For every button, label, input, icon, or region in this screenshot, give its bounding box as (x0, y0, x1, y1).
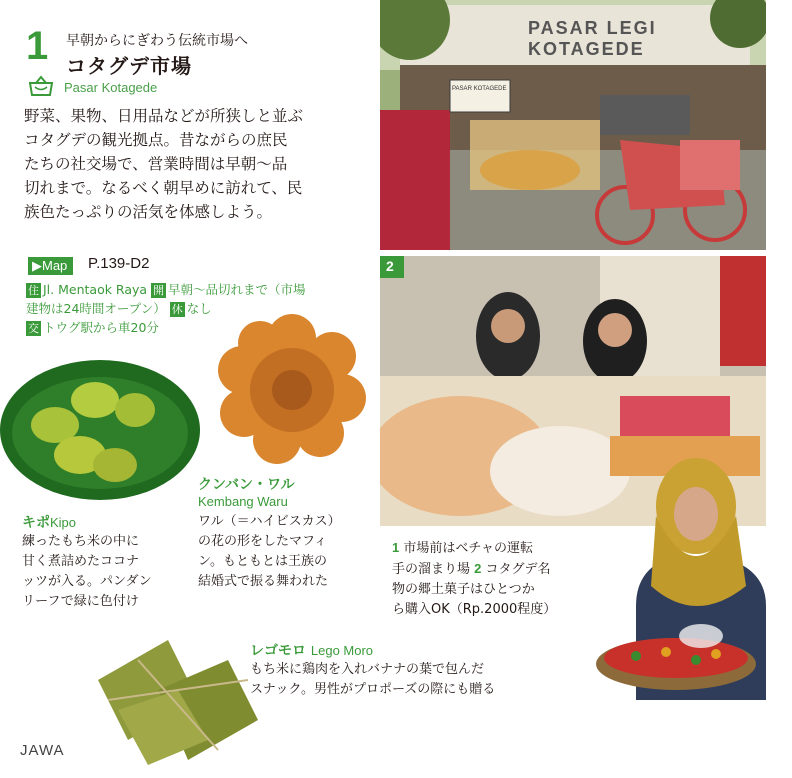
lego-moro-caption (250, 640, 600, 700)
kembang-line: 結婚式で振る舞われた (198, 574, 329, 589)
play-icon: ▶ (32, 258, 42, 273)
kembang-line: の花の形をしたマフィ (198, 534, 327, 549)
closed-text: なし (186, 301, 212, 316)
kipo-line: 甘く煮詰めたココナ (22, 554, 140, 569)
lego-line: もち米に鶏肉を入れバナナの葉で包んだ (250, 662, 485, 677)
kipo-line: ッツが入る。パンダン (22, 574, 152, 589)
section-number: 1 (26, 24, 49, 68)
address-text: Jl. Mentaok Raya (43, 282, 148, 297)
caption-number: 1 (392, 540, 400, 555)
closed-badge: 休 (171, 303, 183, 316)
lego-title: レゴモロ (250, 643, 306, 659)
kipo-title: キポ (22, 515, 50, 531)
kipo-romaji: Kipo (50, 515, 77, 530)
lego-line: スナック。男性がプロポーズの際にも贈る (250, 682, 496, 697)
caption-line: ら購入OK（Rp.2000程度） (392, 602, 557, 617)
hours-badge: 開 (153, 284, 165, 297)
lego-moro-photo (78, 620, 278, 770)
intro-line: たちの社交場で、営業時間は早朝〜品 (24, 155, 288, 173)
lego-romaji: Lego Moro (310, 643, 374, 658)
shop-icon (28, 75, 54, 97)
intro-line: コタグデの観光拠点。昔ながらの庶民 (24, 131, 288, 149)
photo-caption (392, 538, 606, 620)
address-badge: 住 (28, 284, 39, 297)
kipo-line: 練ったもち米の中に (22, 534, 140, 549)
kembang-romaji: Kembang Waru (198, 494, 288, 509)
access-badge: 交 (28, 322, 39, 335)
intro-line: 切れまで。なるべく朝早めに訪れて、民 (24, 179, 303, 197)
kipo-photo (0, 355, 200, 505)
caption-line: 手の溜まり場 (392, 562, 475, 577)
intro-paragraph (24, 104, 372, 224)
kembang-waru-photo (212, 308, 372, 468)
kembang-line: ン。もともとは王族の (198, 554, 327, 569)
kembang-line: ワル（＝ハイビスカス） (198, 514, 341, 529)
kembang-title: クンバン・ワル (198, 477, 295, 493)
access-text: トウグ駅から車20分 (43, 320, 159, 335)
hours-text: 早朝〜品切れまで（市場 (168, 282, 306, 297)
photo-number-2: 2 (386, 258, 394, 274)
market-photo (380, 0, 766, 250)
map-tag[interactable] (28, 257, 73, 275)
caption-line: 市場前はベチャの運転 (399, 541, 533, 556)
vendor-photo (596, 456, 792, 700)
intro-line: 族色たっぷりの活気を体感しよう。 (24, 203, 273, 221)
map-label: Map (42, 258, 68, 273)
market-small-sign: PASAR KOTAGEDE (452, 86, 507, 92)
kembang-waru-caption (198, 474, 378, 592)
caption-line: コタグデ名 (481, 562, 551, 577)
region-footer: JAWA (20, 742, 65, 759)
market-sign: PASAR LEGI KOTAGEDE (528, 18, 657, 59)
place-romaji: Pasar Kotagede (64, 80, 158, 95)
hours-text-cont: 建物は24時間オープン） (26, 301, 166, 316)
kipo-caption (22, 512, 202, 612)
caption-line: 物の郷土菓子はひとつか (392, 582, 535, 597)
kipo-line: リーフで緑に色付け (22, 594, 139, 609)
caption-number: 2 (474, 561, 482, 576)
page-title: コタグデ市場 (66, 54, 192, 78)
map-reference: P.139-D2 (88, 255, 150, 272)
intro-line: 野菜、果物、日用品などが所狭しと並ぶ (24, 107, 304, 125)
section-kicker: 早朝からにぎわう伝統市場へ (66, 33, 248, 49)
